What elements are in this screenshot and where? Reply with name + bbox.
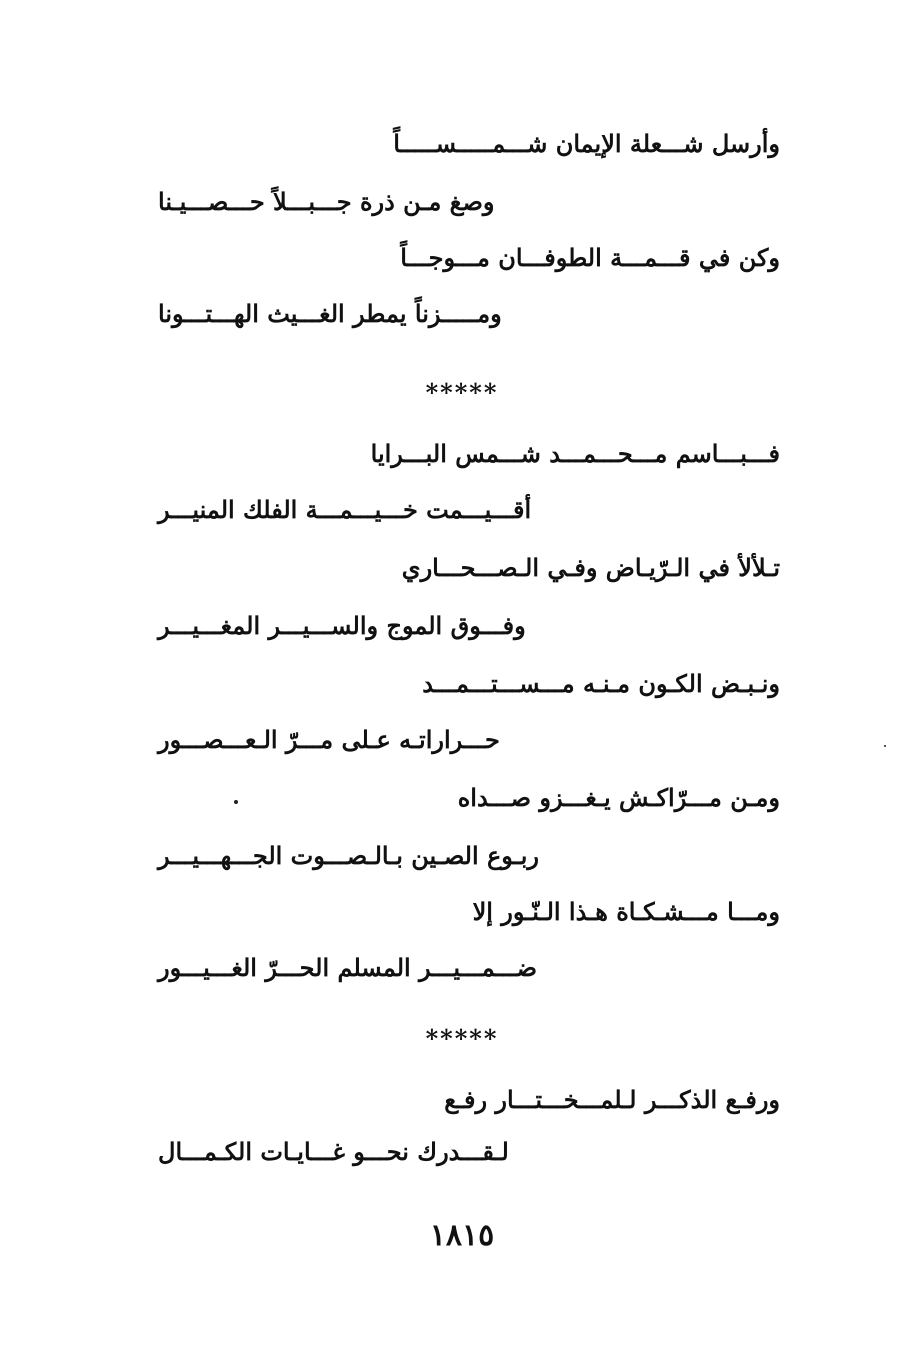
verse-line: ضـــمـــيـــر المسلم الحـــرّ الغـــيـــور [158,953,538,982]
verse-line: تـلألأ في الـرّيـاض وفـي الـصـــحـــاري [401,553,780,582]
verse-line: ورفـع الذكـــر لـلمـــخـــتـــار رفـع [444,1085,780,1114]
verse-line: ربـوع الصـين بـالـصـــوت الجـــهـــيـــر [158,841,539,870]
verse-line: وكن في قـــمـــة الطوفـــان مـــوجـــاً [400,243,780,272]
verse-line: ومـن مـــرّاكـش يـغـــزو صـــداه [457,783,780,812]
verse-line: أقـــيـــمت خـــيـــمـــة الفلك المنيـــر [158,495,532,524]
scan-speck [234,800,238,804]
verse-line: وأرسل شـــعلة الإيمان شـــمـــــســـــاً [393,129,780,158]
page-number: ١٨١٥ [429,1218,495,1253]
scan-speck [884,745,886,747]
verse-line: وفـــوق الموج والســـيـــر المغـــيـــر [158,611,526,640]
verse-line: حـــراراتـه عـلى مـــرّ الـعـــصـــور [158,725,500,754]
verse-line: ومـــــزناً يمطر الغـــيث الهـــتـــونا [158,299,502,328]
verse-line: وصغ مـن ذرة جـــبـــلاً حـــصـــيـنا [158,187,495,216]
verse-line: ونـبـض الكـون مـنـه مـــســـتـــمـــد [422,669,780,698]
stanza-separator: ***** [425,378,499,407]
verse-line: ومـــا مـــشـكـاة هـذا الـنّـور إلا [472,897,780,926]
stanza-separator: ***** [425,1024,499,1053]
verse-line: فـــبـــاسم مـــحـــمـــد شـــمس البـــرايا [370,439,780,468]
verse-line: لـقـــدرك نحـــو غـــايـات الكـمـــال [158,1137,509,1166]
